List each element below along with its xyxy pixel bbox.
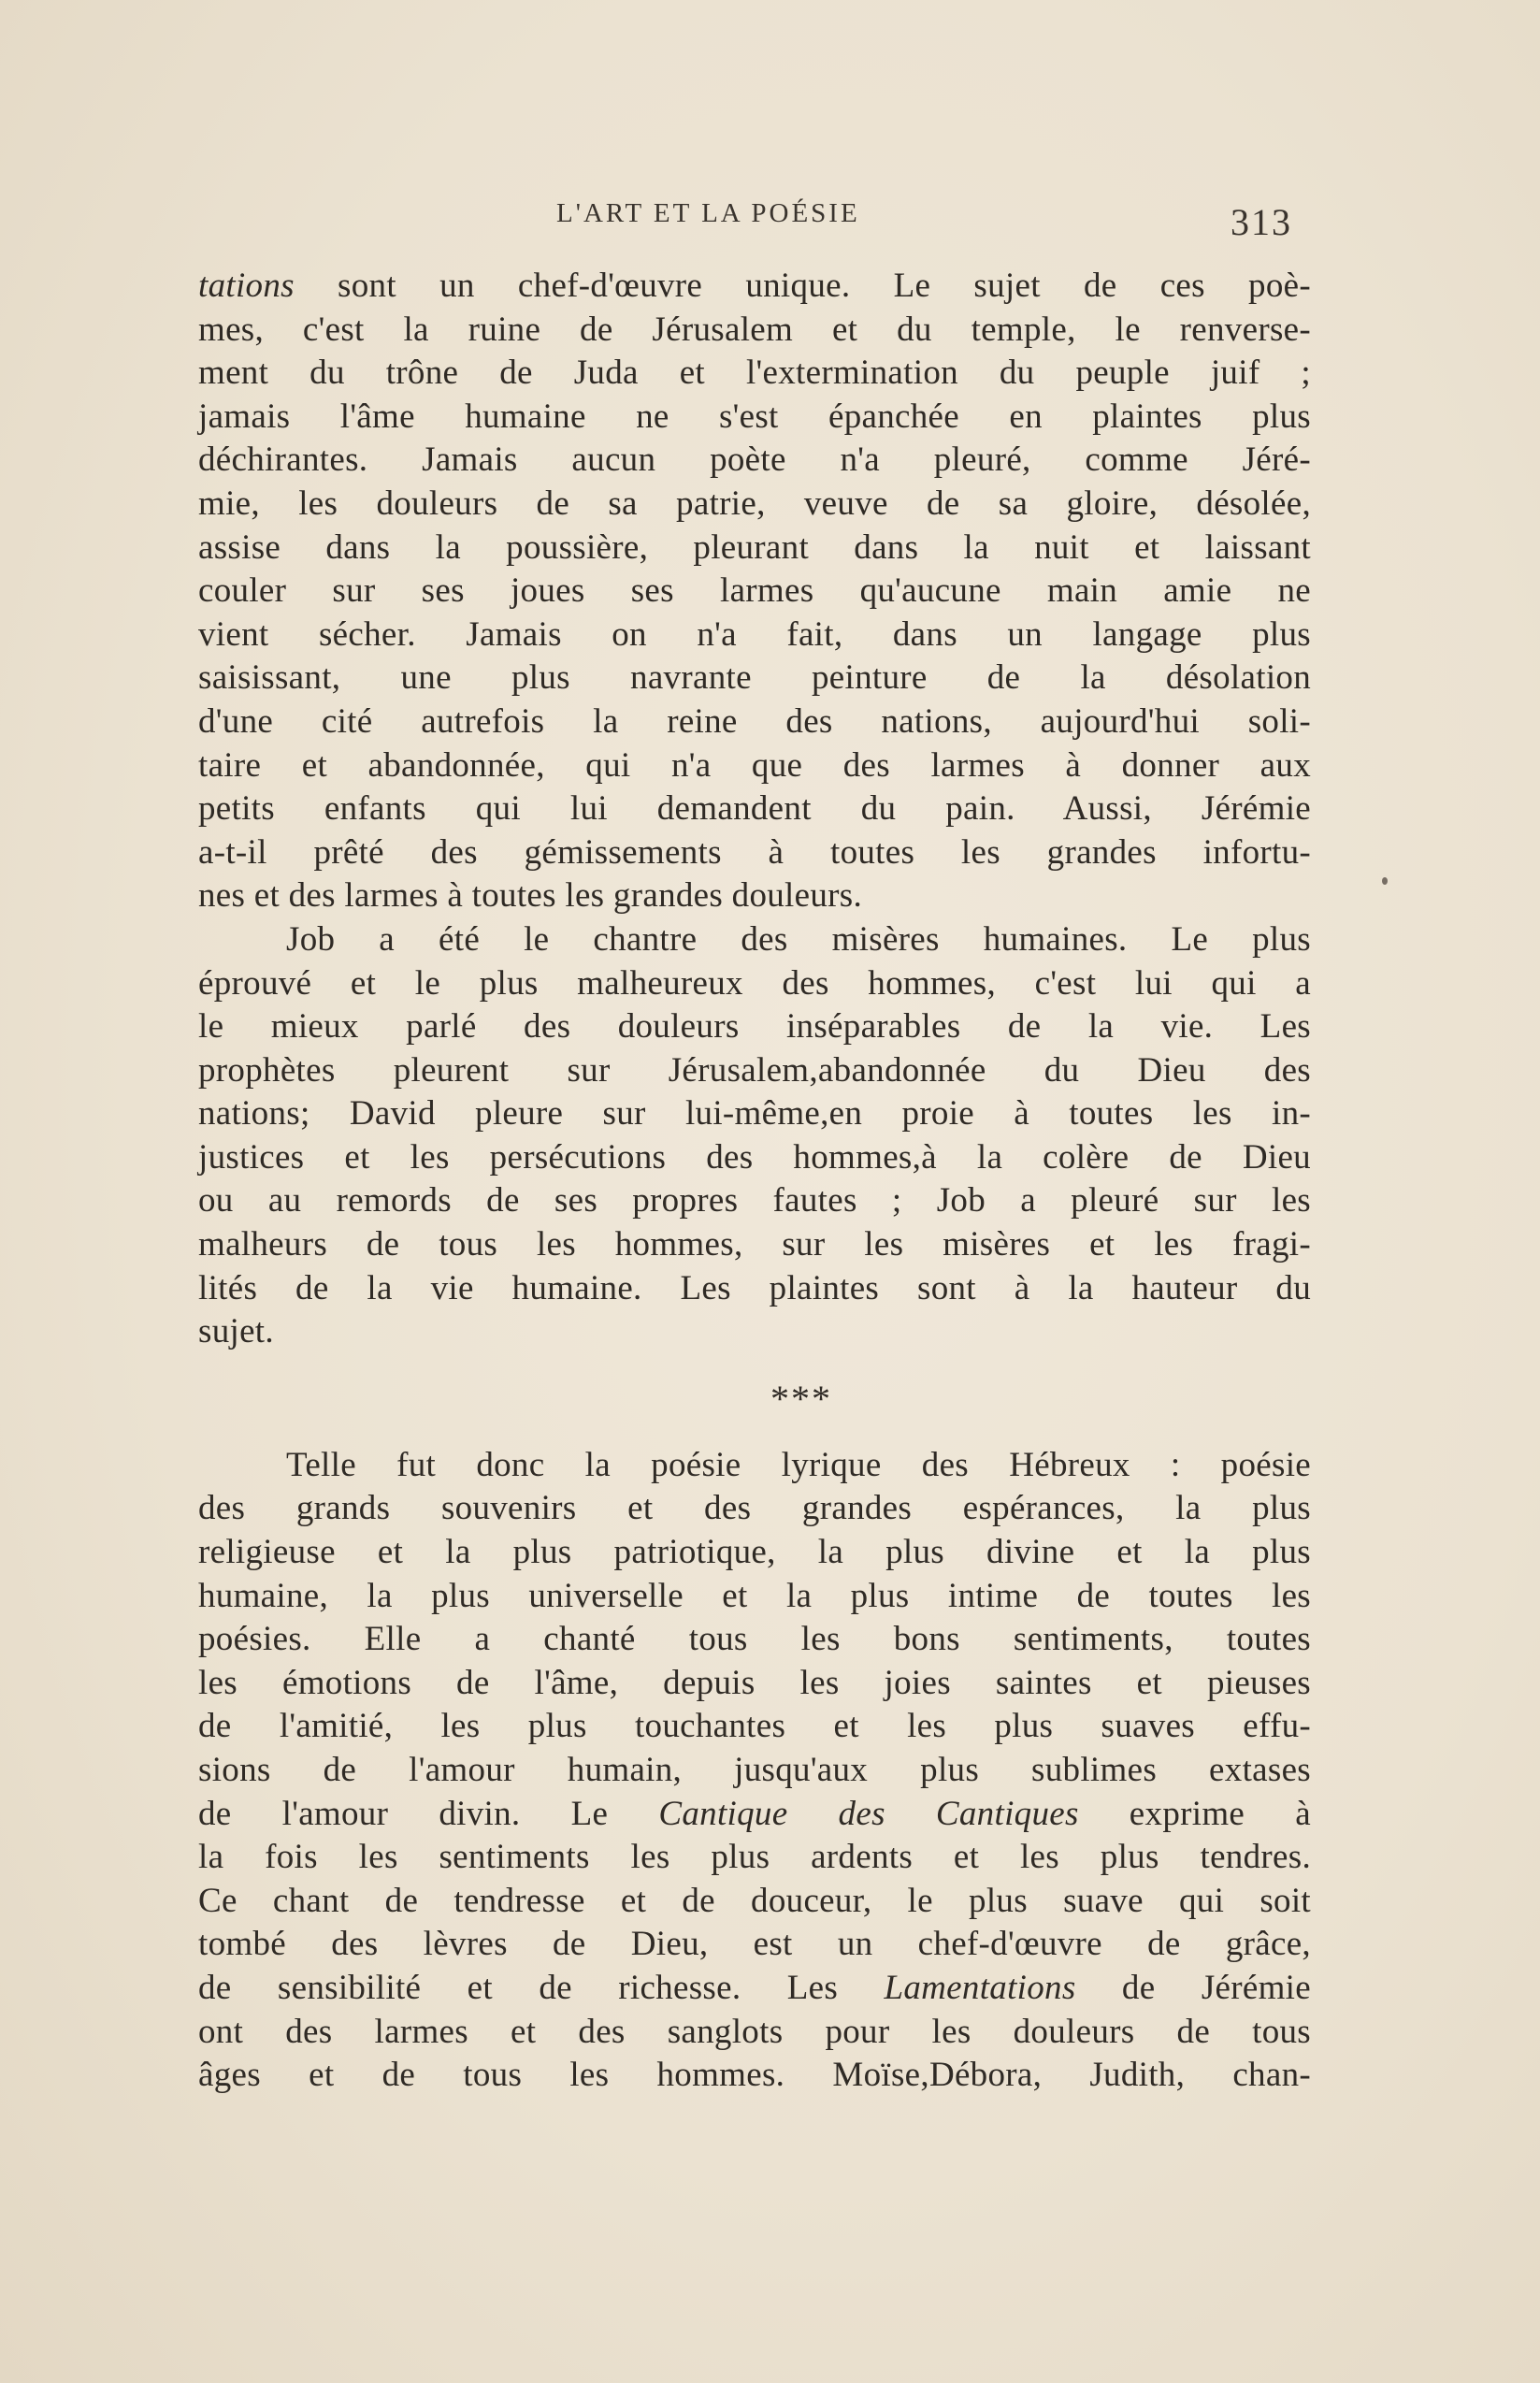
text-line: lités de la vie humaine. Les plaintes sont à la hauteur du bbox=[198, 1268, 1311, 1307]
text-line: mie, les douleurs de sa patrie, veuve de sa gloire, désolée, bbox=[198, 484, 1311, 523]
paragraph-3 bbox=[198, 1444, 1311, 2098]
text-line: tations sont un chef-d'œuvre unique. Le sujet de ces poè- bbox=[198, 267, 1311, 305]
text-line: Job a été le chantre des misères humaines. Le plus bbox=[286, 919, 1311, 959]
paragraph-2 bbox=[198, 918, 1311, 1354]
page-number: 313 bbox=[1231, 201, 1292, 243]
text-line: taire et abandonnée, qui n'a que des larmes à donner aux bbox=[198, 745, 1311, 785]
body-text bbox=[198, 265, 1311, 2098]
text-line: tombé des lèvres de Dieu, est un chef-d'œuvre de grâce, bbox=[198, 1925, 1311, 1964]
text-line: Ce chant de tendresse et de douceur, le plus suave qui soit bbox=[198, 1881, 1311, 1920]
text-line: poésies. Elle a chanté tous les bons sentiments, toutes bbox=[198, 1620, 1311, 1659]
section-separator: *** bbox=[770, 1377, 832, 1420]
text-line: petits enfants qui lui demandent du pain. Aussi, Jérémie bbox=[198, 789, 1311, 829]
text-line: vient sécher. Jamais on n'a fait, dans un langage plus bbox=[198, 614, 1311, 654]
paragraph-1 bbox=[198, 265, 1311, 918]
text-line: de l'amitié, les plus touchantes et les plus suaves effu- bbox=[198, 1707, 1311, 1746]
paper-speck bbox=[1382, 877, 1388, 885]
text-line: Telle fut donc la poésie lyrique des Hébreux : poésie bbox=[286, 1445, 1311, 1484]
text-line: des grands souvenirs et des grandes espérances, la plus bbox=[198, 1489, 1311, 1528]
text-line: déchirantes. Jamais aucun poète n'a pleuré, comme Jéré- bbox=[198, 440, 1311, 480]
text-line: les émotions de l'âme, depuis les joies saintes et pieuses bbox=[198, 1663, 1311, 1702]
text-line: nes et des larmes à toutes les grandes douleurs. bbox=[198, 876, 863, 916]
text-line: humaine, la plus universelle et la plus intime de toutes les bbox=[198, 1576, 1311, 1615]
text-line: nations; David pleure sur lui-même,en proie à toutes les in- bbox=[198, 1094, 1311, 1134]
text-line: mes, c'est la ruine de Jérusalem et du temple, le renverse- bbox=[198, 310, 1311, 349]
text-line: ou au remords de ses propres fautes ; Job a pleuré sur les bbox=[198, 1181, 1311, 1220]
text-line: saisissant, une plus navrante peinture de la désolation bbox=[198, 658, 1311, 698]
text-line: éprouvé et le plus malheureux des hommes, c'est lui qui a bbox=[198, 963, 1311, 1003]
text-line: prophètes pleurent sur Jérusalem,abandonnée du Dieu des bbox=[198, 1050, 1311, 1090]
text-line: le mieux parlé des douleurs inséparables de la vie. Les bbox=[198, 1007, 1311, 1047]
text-line: malheurs de tous les hommes, sur les misères et les fragi- bbox=[198, 1225, 1311, 1264]
text-line: assise dans la poussière, pleurant dans la nuit et laissant bbox=[198, 527, 1311, 567]
text-line: sions de l'amour humain, jusqu'aux plus sublimes extases bbox=[198, 1751, 1311, 1789]
text-line: couler sur ses joues ses larmes qu'aucune main amie ne bbox=[198, 571, 1311, 611]
text-line: ment du trône de Juda et l'extermination du peuple juif ; bbox=[198, 354, 1311, 393]
italic-title: Lamentations bbox=[884, 1968, 1076, 2007]
text-line: religieuse et la plus patriotique, la plus divine et la plus bbox=[198, 1533, 1311, 1572]
text-line: ont des larmes et des sanglots pour les douleurs de tous bbox=[198, 2012, 1311, 2051]
text-line: justices et les persécutions des hommes,à la colère de Dieu bbox=[198, 1137, 1311, 1177]
text-line: de l'amour divin. Le Cantique des Cantiques exprime à bbox=[198, 1794, 1311, 1833]
text-line: sujet. bbox=[198, 1312, 274, 1351]
text-line: la fois les sentiments les plus ardents et les plus tendres. bbox=[198, 1838, 1311, 1877]
text-line: âges et de tous les hommes. Moïse,Débora, Judith, chan- bbox=[198, 2056, 1311, 2095]
text-line: a-t-il prêté des gémissements à toutes les grandes infortu- bbox=[198, 832, 1311, 872]
italic-title: Cantique des Cantiques bbox=[658, 1794, 1079, 1833]
text-line: d'une cité autrefois la reine des nations, aujourd'hui soli- bbox=[198, 701, 1311, 741]
running-title: L'ART ET LA POÉSIE bbox=[556, 198, 860, 228]
text-line: de sensibilité et de richesse. Les Lamentations de Jérémie bbox=[198, 1968, 1311, 2007]
text-line: jamais l'âme humaine ne s'est épanchée en plaintes plus bbox=[198, 397, 1311, 436]
